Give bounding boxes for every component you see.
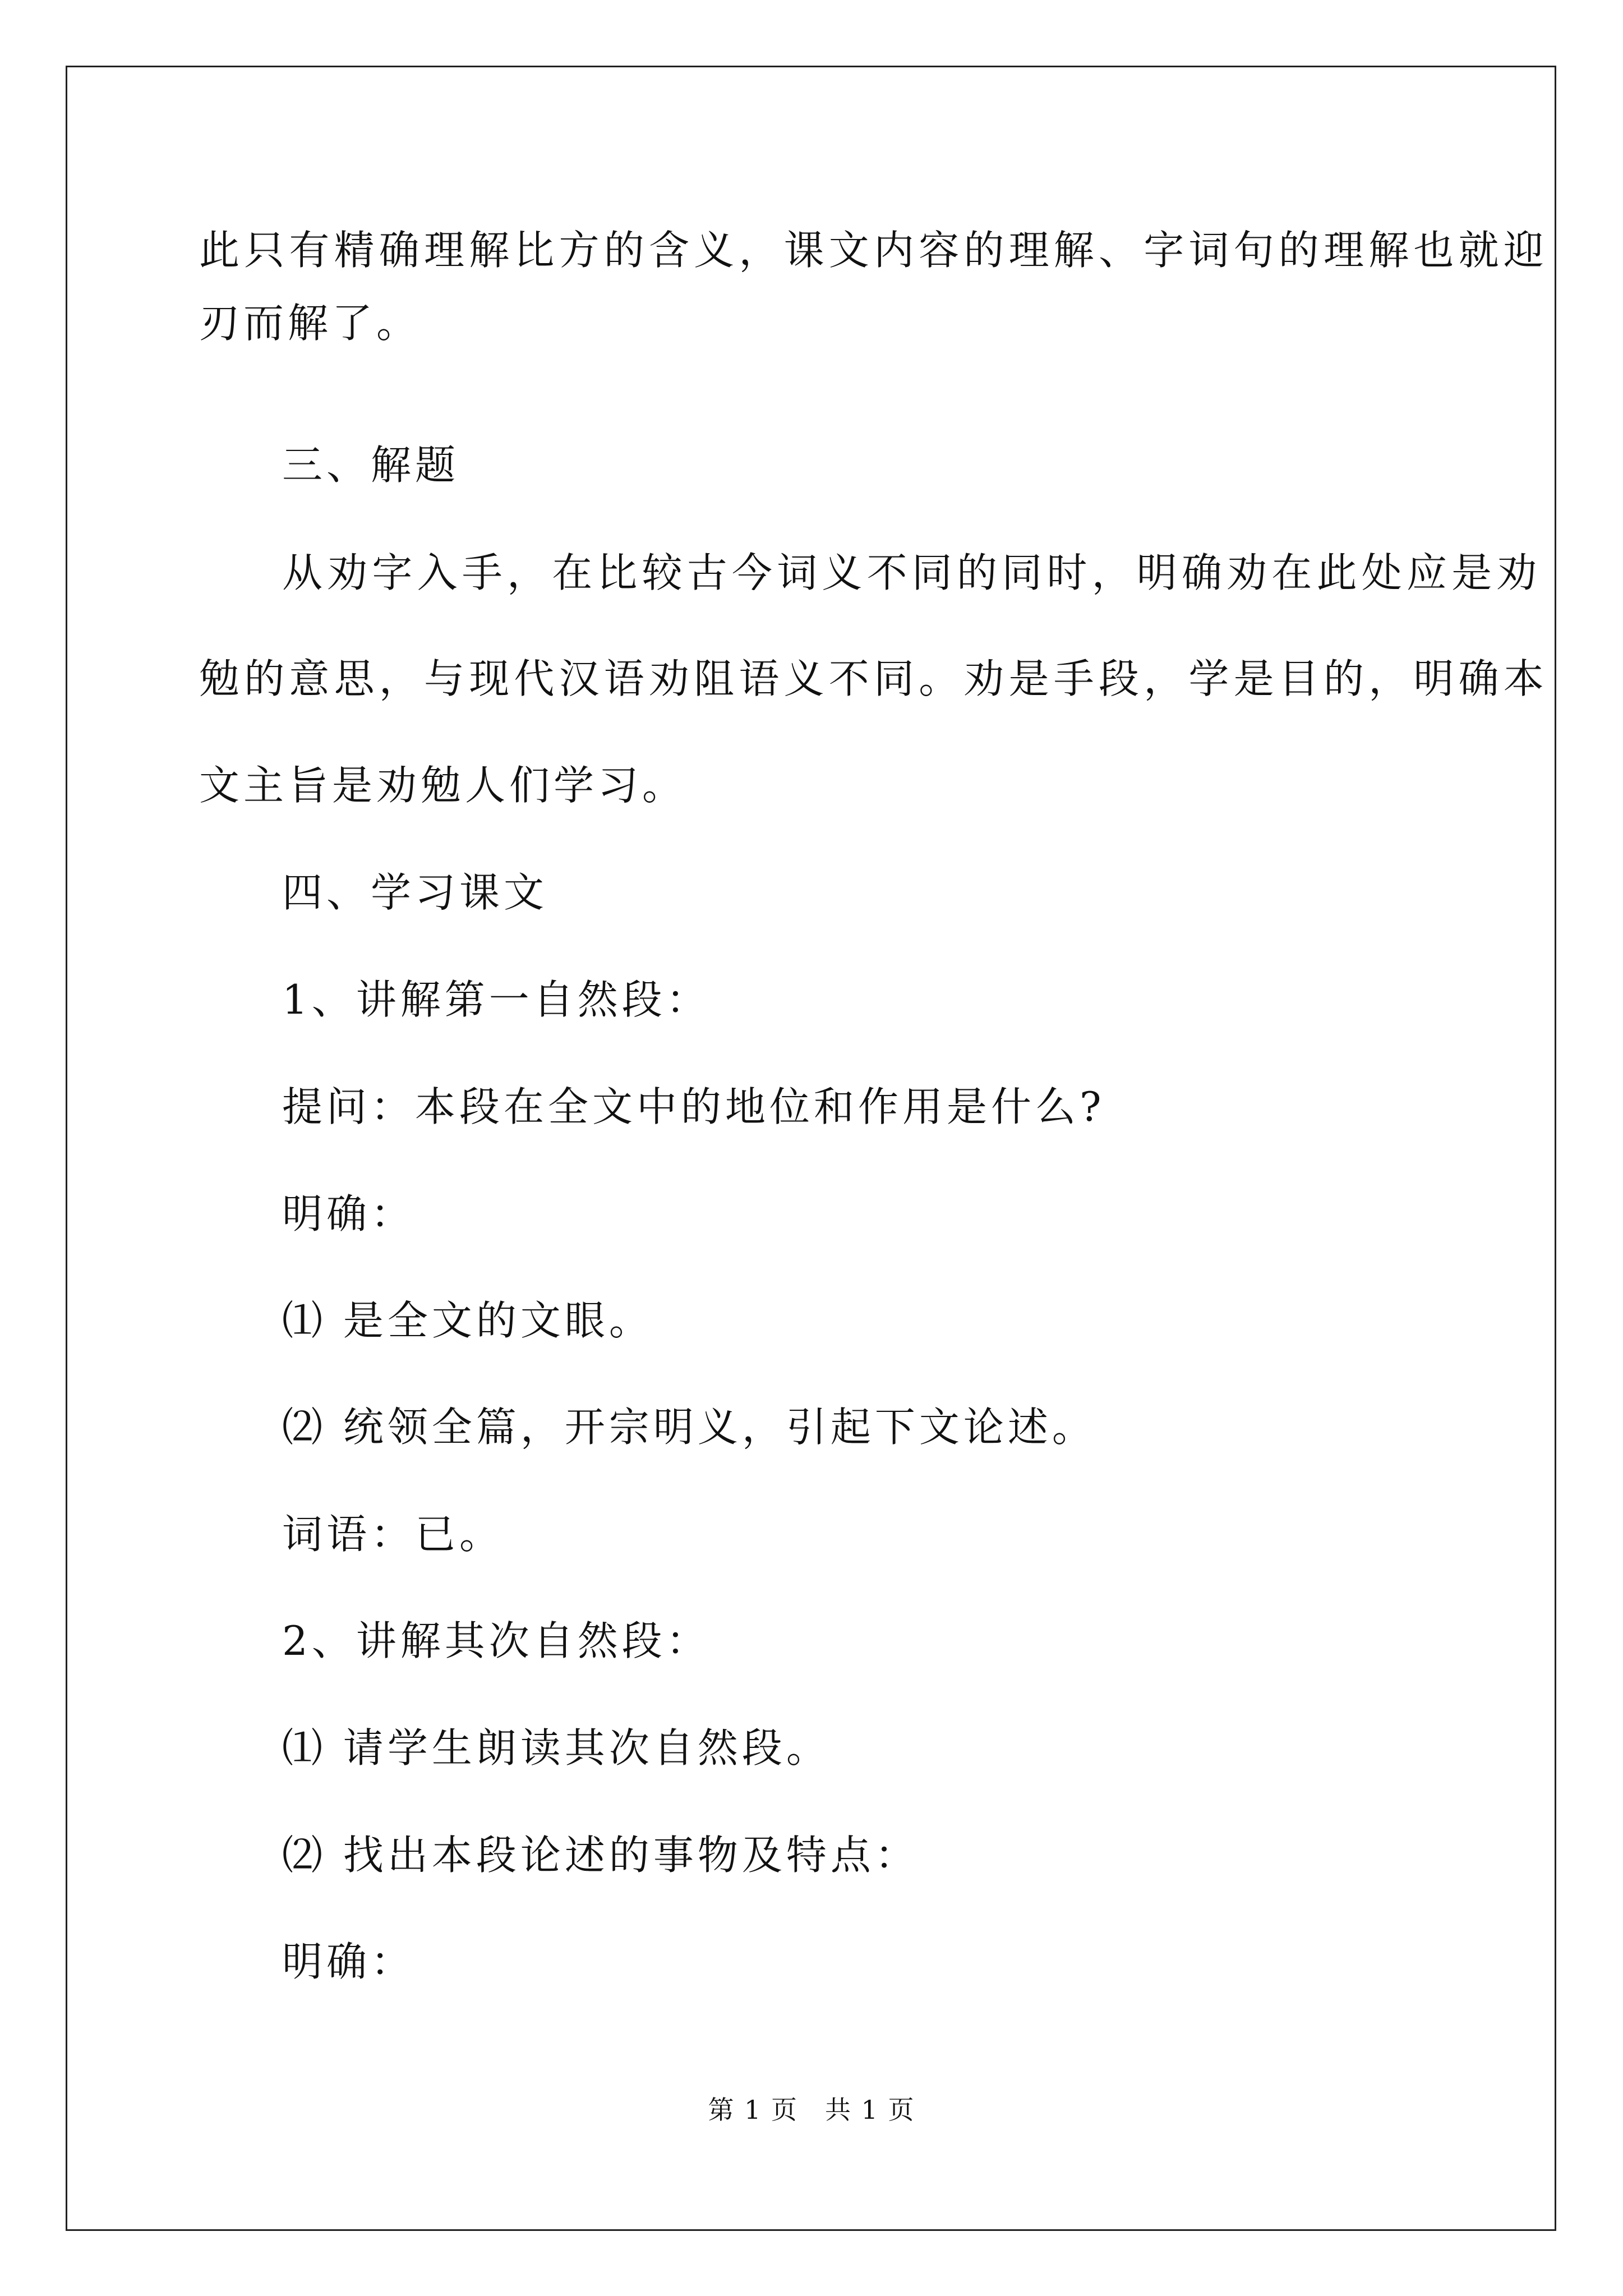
section-heading-jieti: 三、解题 <box>282 441 460 489</box>
subheading-paragraph-1: 1、讲解第一自然段： <box>282 976 711 1023</box>
body-line-1: 此只有精确理解比方的含义，课文内容的理解、字词句的理解也就迎 <box>199 227 1549 274</box>
body-line-2: 刃而解了。 <box>199 300 421 347</box>
page-border <box>66 66 1556 2231</box>
answer-label-2: 明确： <box>282 1938 416 1985</box>
question-line: 提问：本段在全文中的地位和作用是什么? <box>282 1083 1105 1130</box>
subheading-paragraph-2: 2、讲解其次自然段： <box>282 1617 711 1664</box>
body-line-6: 文主旨是劝勉人们学习。 <box>199 762 687 809</box>
vocabulary-line: 词语：已。 <box>282 1511 504 1558</box>
task-item-1: ⑴ 请学生朗读其次自然段。 <box>282 1724 831 1772</box>
answer-item-1: ⑴ 是全文的文眼。 <box>282 1297 653 1344</box>
body-line-5: 勉的意思，与现代汉语劝阻语义不同。劝是手段，学是目的，明确本 <box>199 655 1549 702</box>
page-number-footer: 第 1 页 共 1 页 <box>708 2095 915 2125</box>
section-heading-xuexi: 四、学习课文 <box>282 869 548 916</box>
answer-item-2: ⑵ 统领全篇，开宗明义，引起下文论述。 <box>282 1404 1096 1451</box>
body-line-4: 从劝字入手，在比较古今词义不同的同时，明确劝在此处应是劝 <box>282 549 1542 596</box>
task-item-2: ⑵ 找出本段论述的事物及特点： <box>282 1832 919 1879</box>
answer-label-1: 明确： <box>282 1190 416 1237</box>
